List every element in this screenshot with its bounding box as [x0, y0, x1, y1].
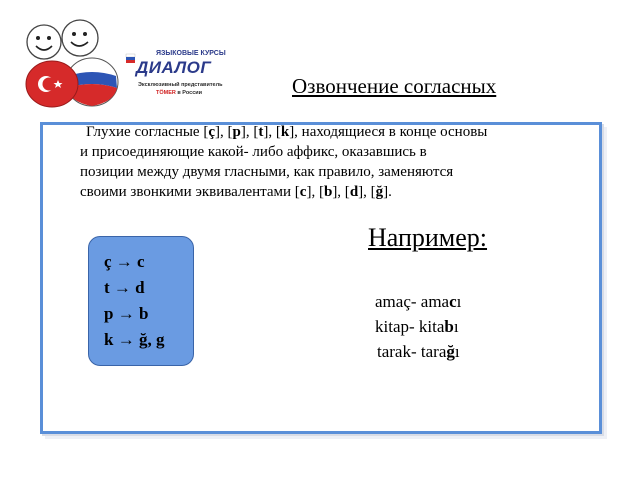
rule-description: [80, 122, 568, 202]
frame-border-right: [599, 122, 602, 434]
logo-tagline: Эксклюзивный представитель: [138, 82, 223, 88]
frame-border-bottom: [40, 431, 602, 434]
example-kitap: kitap- kitabı: [375, 317, 459, 336]
description-line-3: позиции между двумя гласными, как правило, заменяются: [80, 164, 454, 180]
rule-c: ç → c: [104, 252, 145, 271]
logo-tomer-rest: в России: [175, 90, 203, 96]
description-line-4: своими звонкими эквивалентами [c], [b], [d], [ğ].: [80, 184, 392, 200]
rule-k: k → ğ, g: [104, 330, 165, 349]
dialog-logo: [18, 10, 240, 110]
slide-title: Озвончение согласных: [292, 74, 497, 98]
logo-tomer: TÖMER: [156, 90, 176, 96]
description-line-1: Глухие согласные [ç], [p], [t], [k], находящиеся в конце основы: [86, 124, 488, 140]
logo-subtitle: ЯЗЫКОВЫЕ КУРСЫ: [156, 50, 226, 57]
rule-p: p → b: [104, 304, 149, 323]
examples-heading: Например:: [368, 223, 488, 252]
rule-t: t → d: [104, 278, 145, 297]
example-tarak: tarak- tarağı: [377, 342, 460, 361]
example-amac: amaç- amacı: [375, 292, 462, 311]
description-line-2: и присоединяющие какой- либо аффикс, оказавшись в: [80, 144, 427, 160]
frame-border-left: [40, 122, 43, 434]
logo-tomer-line: [156, 90, 202, 96]
logo-brand: ДИАЛОГ: [136, 58, 212, 77]
